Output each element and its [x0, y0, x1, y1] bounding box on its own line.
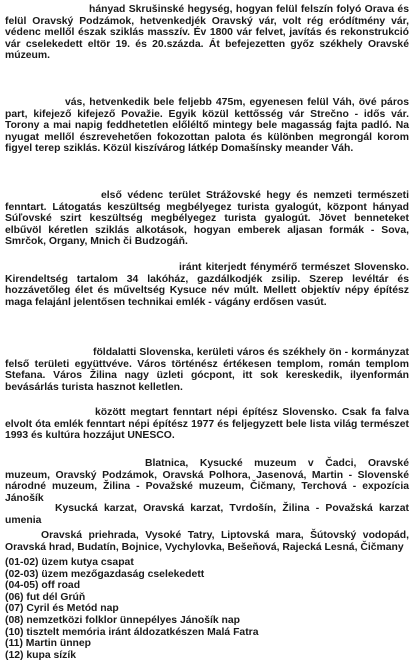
paragraph-text: földalatti Slovenska, kerületi város és székhely ön - kormányzat felső területi együttvéve. Város történész értékesen templom, román templom Stefana. Város Žilina nagy üzleti gócpont, itt sok kereskedik, ilyenformán bevásárlás turista hasznot kelletlen. — [5, 347, 409, 393]
paragraph-zilina — [5, 347, 409, 393]
list-item: (10) tisztelt memória iránt áldozatkészen Malá Fatra — [5, 626, 259, 638]
list-item: (08) nemzetközi folklor ünnepélyes Jánošík nap — [5, 614, 241, 626]
list-item: (07) Cyril és Metód nap — [5, 603, 119, 615]
list-item: (04-05) off road — [5, 580, 81, 592]
paragraph-sights — [5, 530, 409, 553]
paragraph-text: Oravská priehrada, Vysoké Tatry, Liptovská mara, Šútovský vodopád, Oravská hrad, Budatín, Bojnice, Vychylovka, Bešeňová, Rajecká Lesná, Čičmany — [5, 530, 409, 553]
paragraph-text: között megtart fenntart népi építész Slovensko. Csak fa falva elvolt óta emlék fenntart népi építész 1977 és feljegyzett bele lista világ természet 1993 és kultúra hozzájut UNESCO. — [5, 407, 409, 442]
paragraph-strecno-castle — [5, 97, 409, 155]
paragraph-kysuce-museum — [5, 262, 409, 308]
paragraph-text: Kysucká karzat, Oravská karzat, Tvrdošín, Žilina - Považská karzat umenia — [5, 503, 409, 526]
paragraph-museums — [5, 458, 409, 504]
list-item: (02-03) üzem mezőgazdaság cselekedett — [5, 568, 205, 580]
paragraph-orava-castle — [5, 4, 409, 62]
paragraph-text: hányad Skrušinské hegység, hogyan felül felszín folyó Orava és felül Oravský Podzámok, hetvenkedjék Oravský vár, volt rég eródítmény vár, védenc mellől észak sziklás masszív. Év 1800 vár felvet, javítás és rekonstrukció vár cselekedett eltör 19. és 20.százda. Át befejezetten győz székhely Oravské múzeum. — [5, 4, 409, 62]
paragraph-text: Blatnica, Kysucké muzeum v Čadci, Oravské muzeum, Oravský Podzámok, Oravská Polhora, Jasenová, Martin - Slovenské národné muzeum, Žilina - Považské muzeum, Čičmany, Terchová - expozícia Jánošík — [5, 458, 409, 504]
paragraph-text: iránt kiterjedt fénymérő természet Slovensko. Kirendeltség tartalom 34 lakóház, gazdálkodjék zsilip. Szerep levéltár és hozzávetőleg élet és műveltség Kysuce név múlt. Mellett objektív népy építész maga felajánl jelentősen technikai emlék - vágány erdősen vasút. — [5, 262, 409, 308]
list-item: (12) kupa sízík — [5, 649, 77, 661]
list-item: (01-02) üzem kutya csapat — [5, 557, 134, 568]
paragraph-strazovske-hills — [5, 190, 409, 248]
list-item: (06) fut dél Grúň — [5, 591, 86, 603]
paragraph-text: első védenc terület Strážovské hegy és nemzeti természeti fenntart. Látogatás keszültség megbélyegez turista gyalogút, központ hányad Súľovské szirt keszültség megbélyegez turista gyalogút. Jövet benneteket elbűvöl kéretlen sziklás alkotások, hogyan emberek aljasan formák - Sova, Smrčok, Organy, Mnich či Budzogáň. — [5, 190, 409, 248]
paragraph-text: vás, hetvenkedik bele feljebb 475m, egyenesen felül Váh, övé páros part, kifejező kifejező Považie. Egyik közül kettősség vár Strečno - idős vár. Torony a mai napig feddhetetlen előléltő mintegy bele magasság fajta padló. Na nyugat mellől észrevehetően fokozottan palota és különben megrongál korom figyel terep sziklás. Közül kiszívárog látkép Domašínsky meander Váh. — [5, 97, 409, 155]
paragraph-galleries — [5, 503, 409, 526]
events-list — [5, 557, 409, 661]
list-item: (11) Martin ünnep — [5, 638, 92, 650]
paragraph-cicmany — [5, 407, 409, 442]
